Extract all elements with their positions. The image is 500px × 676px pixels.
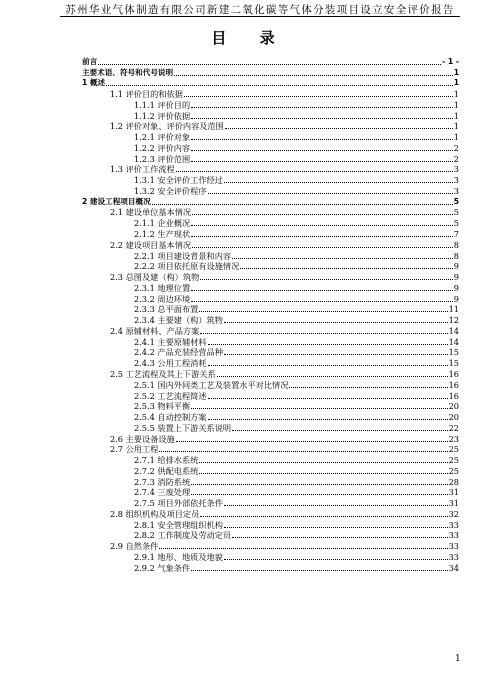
toc-entry-title: 1.1.2 评价依据 [134,110,191,121]
toc-entry-title: 2.7.5 项目外部依托条件 [134,498,223,509]
toc-entry-page: 25 [448,455,459,466]
toc-entry-title: 2.9.2 气象条件 [134,562,191,573]
toc-leader-dots [199,311,447,312]
toc-leader-dots [191,570,447,571]
toc-entry-title: 2.1.1 企业概况 [134,218,191,229]
toc-entry-page: 33 [448,541,459,552]
toc-entry-page: 1 [453,110,459,121]
toc-entry-title: 2.5.4 自动控制方案 [134,412,207,423]
toc-entry-title: 2.5.5 装置上下游关系说明 [134,422,232,433]
toc-entry-page: 28 [448,476,459,487]
toc-entry-page: 33 [448,551,459,562]
toc-leader-dots [224,322,448,323]
toc-entry-title: 前言 [82,56,98,66]
toc-entry-page: 34 [448,562,459,573]
toc-entry[interactable] [82,347,459,358]
toc-entry-title: 1.3 评价工作流程 [110,164,175,175]
toc-entry[interactable] [82,282,459,293]
toc-leader-dots [208,344,448,345]
header-rule [60,16,460,17]
toc-entry-page: 31 [448,487,459,498]
toc-leader-dots [191,150,453,151]
toc-entry-page: 5 [453,196,459,206]
toc-entry[interactable] [82,314,459,325]
toc-entry-title: 1.1.1 评价目的 [134,99,191,110]
toc-entry[interactable] [82,217,459,228]
toc-leader-dots [208,365,448,366]
toc-entry-title: 2.2.1 项目建设背景和内容 [134,250,232,261]
toc-entry-title: 2.4.1 主要原辅材料 [134,336,207,347]
toc-entry[interactable] [82,153,459,164]
toc-entry-page: 5 [453,207,459,218]
toc-entry-page: 3 [453,164,459,175]
toc-entry-page: 15 [448,347,459,358]
toc-entry[interactable] [82,390,459,401]
toc-leader-dots [191,301,453,302]
toc-leader-dots [224,559,448,560]
toc-leader-dots [199,473,447,474]
toc-entry[interactable] [82,174,459,185]
toc-entry-title: 2.2.2 项目依托原有设施情况 [134,261,240,272]
toc-leader-dots [232,537,447,538]
toc-entry-title: 2.5.1 国内外同类工艺及装置水平对比情况 [134,379,289,390]
toc-entry-page: 8 [453,239,459,250]
toc-entry-page: 5 [453,218,459,229]
toc-entry[interactable] [82,401,459,412]
toc-entry-title: 2.3.2 周边环境 [134,293,191,304]
toc-entry-page: 1 [453,121,459,132]
toc-entry[interactable] [82,465,459,476]
toc-entry-title: 2 建设工程项目概况 [82,196,151,206]
toc-entry-title: 1.2.1 评价对象 [134,132,191,143]
toc-leader-dots [191,161,453,162]
toc-entry-page: 16 [448,379,459,390]
toc-entry[interactable] [82,304,459,315]
toc-entry-page: 1 [453,99,459,110]
toc-leader-dots [191,118,453,119]
toc-entry[interactable] [82,454,459,465]
toc-entry[interactable] [82,411,459,422]
toc-entry-page: 1 [453,67,459,77]
toc-entry-title: 主要术语、符号和代号说明 [82,67,174,77]
toc-entry-page: 9 [453,282,459,293]
toc-entry-title: 2.7.3 消防系统 [134,476,191,487]
toc-entry[interactable] [82,551,459,562]
toc-leader-dots [159,451,447,452]
toc-leader-dots [200,279,452,280]
toc-entry[interactable] [82,67,459,78]
toc-entry[interactable] [82,250,459,261]
toc-entry-title: 2.4 原辅材料、产品方案 [110,325,200,336]
toc-entry-page: - 1 - [442,56,459,66]
toc-leader-dots [232,430,447,431]
toc-entry[interactable] [82,476,459,487]
toc-entry[interactable] [82,110,459,121]
toc-entry-title: 2.8 组织机构及项目定员 [110,508,200,519]
toc-entry-page: 20 [448,401,459,412]
toc-entry-title: 2.7.1 给排水系统 [134,455,199,466]
toc-entry-title: 2.8.2 工作制度及劳动定员 [134,530,232,541]
toc-entry-page: 16 [448,390,459,401]
toc-leader-dots [225,128,453,129]
toc-entry-title: 2.9 自然条件 [110,541,159,552]
toc-entry-title: 2.6 主要设备设施 [110,433,175,444]
toc-entry-title: 2.3.1 地理位置 [134,282,191,293]
toc-entry[interactable] [82,88,459,99]
toc-entry-page: 33 [448,530,459,541]
toc-leader-dots [174,75,453,76]
toc-entry-page: 12 [448,315,459,326]
toc-entry[interactable] [82,422,459,433]
toc-leader-dots [191,236,453,237]
toc-entry-page: 8 [453,250,459,261]
toc-entry-page: 7 [453,229,459,240]
toc-leader-dots [224,527,448,528]
toc-entry[interactable] [82,142,459,153]
page-title: 目 录 [211,29,289,47]
toc-leader-dots [289,387,447,388]
toc-leader-dots [176,171,453,172]
toc-leader-dots [208,398,448,399]
toc-leader-dots [224,182,453,183]
toc-entry-title: 2.7 公用工程 [110,444,159,455]
toc-entry-page: 2 [453,153,459,164]
toc-entry[interactable] [82,185,459,196]
toc-entry[interactable] [82,497,459,508]
toc-entry-page: 9 [453,272,459,283]
toc-entry-title: 2.7.2 供配电系统 [134,465,199,476]
toc-entry-title: 2.1.2 生产现状 [134,229,191,240]
toc-leader-dots [159,548,447,549]
toc-entry-page: 25 [448,465,459,476]
toc-leader-dots [208,419,448,420]
toc-entry-page: 32 [448,508,459,519]
toc-entry-title: 2.3 总图及建（构）筑物 [110,272,200,283]
toc-leader-dots [191,408,447,409]
toc-entry[interactable] [82,239,459,250]
toc-entry-page: 33 [448,519,459,530]
toc-entry[interactable] [82,271,459,282]
toc-leader-dots [98,64,441,65]
toc-entry-page: 1 [453,89,459,100]
toc-entry-title: 1.2.2 评价内容 [134,142,191,153]
toc-entry[interactable] [82,131,459,142]
toc-leader-dots [192,214,453,215]
toc-entry-page: 20 [448,412,459,423]
toc-entry[interactable] [82,261,459,272]
toc-leader-dots [176,441,448,442]
toc-entry[interactable] [82,207,459,218]
toc-entry[interactable] [82,293,459,304]
toc-entry-title: 1.2 评价对象、评价内容及范围 [110,121,224,132]
toc-entry-title: 2.2 建设项目基本情况 [110,239,192,250]
toc-entry-title: 2.3.4 主要建（构）筑物 [134,315,223,326]
toc-leader-dots [199,462,447,463]
toc-entry[interactable] [82,121,459,132]
toc-leader-dots [200,516,447,517]
toc-entry[interactable] [82,78,459,89]
toc-entry-title: 2.5.3 物料平衡 [134,401,191,412]
toc-entry[interactable] [82,444,459,455]
toc-entry[interactable] [82,519,459,530]
toc-entry-title: 1 概述 [82,78,106,88]
toc-leader-dots [184,96,453,97]
toc-entry-page: 31 [448,498,459,509]
toc-leader-dots [232,258,453,259]
toc-entry[interactable] [82,196,459,207]
toc-entry-title: 2.5.2 工艺流程简述 [134,390,207,401]
toc-entry[interactable] [82,368,459,379]
running-header: 苏州华业气体制造有限公司新建二氧化碳等气体分装项目设立安全评价报告 [65,4,455,16]
toc-entry-title: 1.3.2 安全评价程序 [134,185,207,196]
toc-entry[interactable] [82,164,459,175]
toc-leader-dots [200,333,447,334]
toc-entry-page: 1 [453,132,459,143]
toc-entry-title: 2.8.1 安全管理组织机构 [134,519,223,530]
toc-entry-title: 2.4.2 产品充装经营品种 [134,347,223,358]
toc-leader-dots [224,505,448,506]
toc-entry-page: 16 [448,368,459,379]
toc-entry-page: 11 [448,304,459,315]
toc-entry-title: 1.2.3 评价范围 [134,153,191,164]
toc-entry[interactable] [82,540,459,551]
toc-entry-page: 15 [448,358,459,369]
toc-entry-title: 2.3.3 总平面布置 [134,304,199,315]
toc-entry-title: 1.1 评价目的和依据 [110,89,183,100]
toc-entry-title: 1.3.1 安全评价工作经过 [134,175,223,186]
toc-entry-page: 1 [453,78,459,88]
toc-entry[interactable] [82,487,459,498]
toc-entry-page: 9 [453,261,459,272]
toc-entry[interactable] [82,99,459,110]
toc-entry-page: 25 [448,444,459,455]
toc-leader-dots [191,484,447,485]
toc-entry-title: 2.9.1 地形、地质及地貌 [134,551,223,562]
toc-entry-title: 2.1 建设单位基本情况 [110,207,192,218]
toc-leader-dots [191,225,453,226]
toc-entry[interactable] [82,357,459,368]
toc-entry-title: 2.7.4 三废处理 [134,487,191,498]
toc-entry[interactable] [82,336,459,347]
toc-leader-dots [192,247,453,248]
toc-entry-title: 2.5 工艺流程及其上下游关系 [110,368,216,379]
toc-leader-dots [191,494,447,495]
toc-leader-dots [217,376,448,377]
toc-entry-page: 2 [453,142,459,153]
toc-entry-page: 22 [448,422,459,433]
toc-leader-dots [191,107,453,108]
toc-entry-page: 3 [453,185,459,196]
toc-leader-dots [106,85,453,86]
toc-entry[interactable] [82,228,459,239]
toc-leader-dots [191,139,453,140]
toc-leader-dots [240,268,452,269]
toc-entry[interactable] [82,433,459,444]
toc-leader-dots [224,354,448,355]
toc-entry[interactable] [82,562,459,573]
toc-entry[interactable] [82,508,459,519]
toc-entry-page: 14 [448,325,459,336]
toc-entry-page: 23 [448,433,459,444]
toc-entry[interactable] [82,56,459,67]
toc-entry[interactable] [82,379,459,390]
toc-leader-dots [208,193,453,194]
toc-entry[interactable] [82,530,459,541]
toc-leader-dots [152,204,453,205]
toc-entry-page: 9 [453,293,459,304]
toc-entry-title: 2.4.3 公用工程消耗 [134,358,207,369]
toc-leader-dots [191,290,453,291]
toc-entry-page: 14 [448,336,459,347]
toc-entry-page: 3 [453,175,459,186]
toc-entry[interactable] [82,325,459,336]
table-of-contents [82,56,459,573]
footer-page-number: 1 [455,654,461,664]
